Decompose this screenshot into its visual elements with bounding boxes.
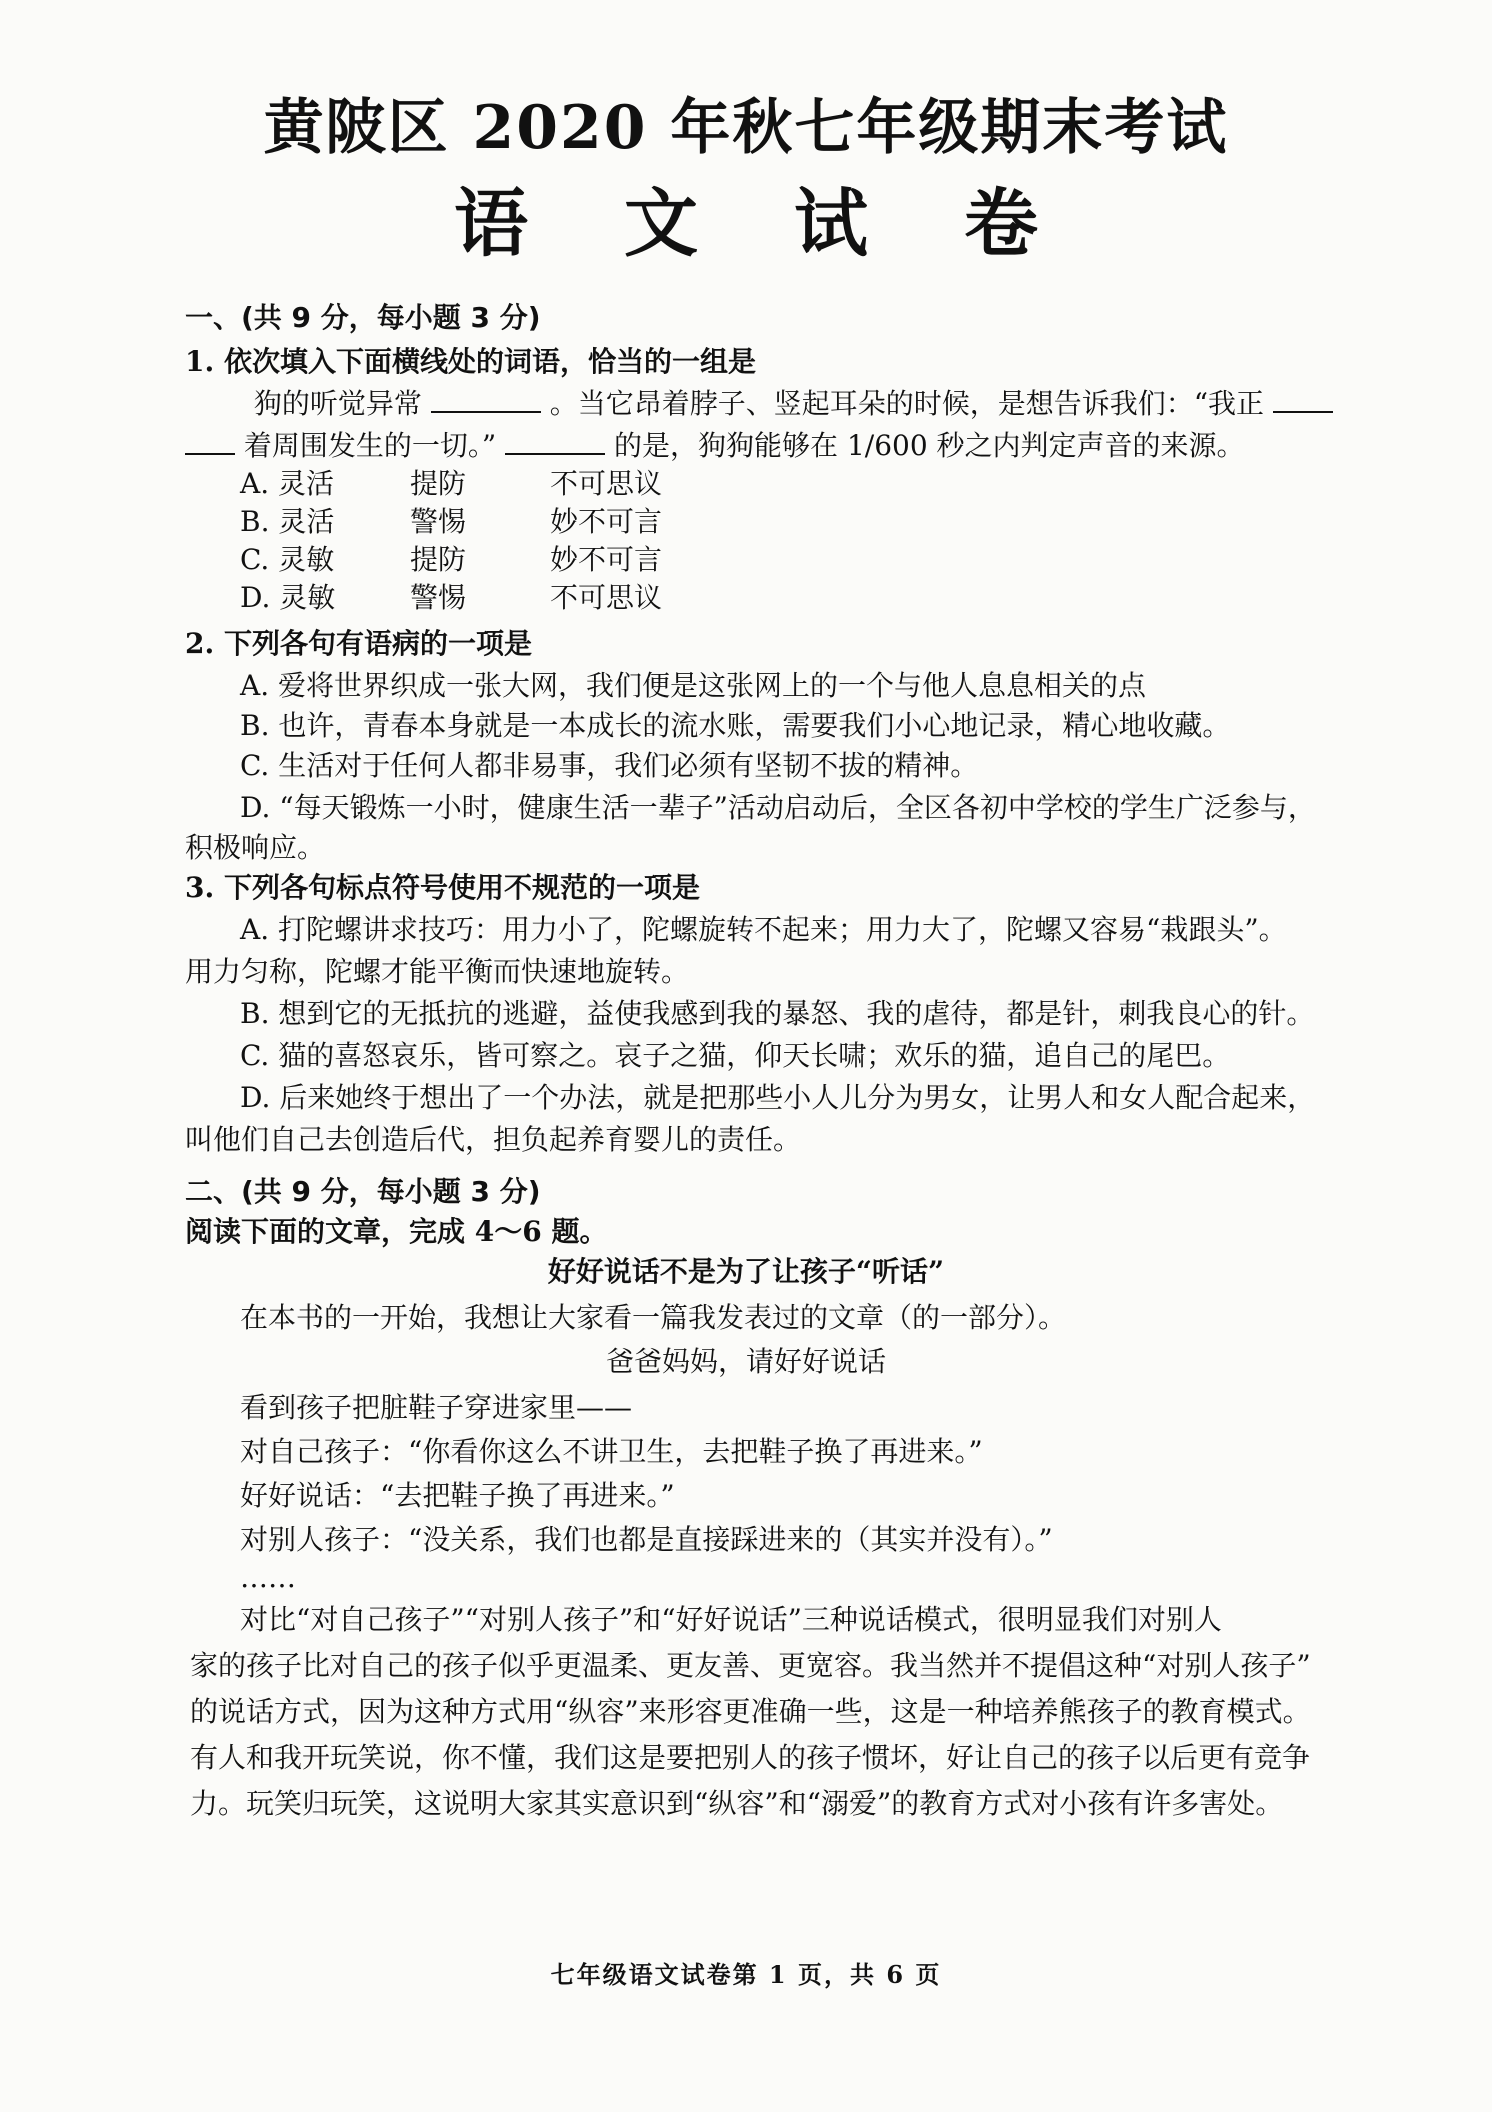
q1-text-b: 。当它昂着脖子、竖起耳朵的时候，是想告诉我们：“我正 bbox=[549, 387, 1265, 420]
article-line-2: 对自己孩子：“你看你这么不讲卫生，去把鞋子换了再进来。” bbox=[240, 1435, 983, 1468]
q3-option-b: B. 想到它的无抵抗的逃避，益使我感到我的暴怒、我的虐待，都是针，刺我良心的针。 bbox=[240, 997, 1315, 1030]
article-line-4: 对别人孩子：“没关系，我们也都是直接踩进来的（其实并没有）。” bbox=[240, 1523, 1053, 1556]
article-paragraph-line-5: 力。玩笑归玩笑，这说明大家其实意识到“纵容”和“溺爱”的教育方式对小孩有许多害处。 bbox=[190, 1787, 1284, 1820]
q3-option-a-line1: A. 打陀螺讲求技巧：用力小了，陀螺旋转不起来；用力大了，陀螺又容易“栽跟头”。 bbox=[240, 913, 1287, 946]
q2-option-d-line2: 积极响应。 bbox=[185, 831, 326, 864]
q1-stem: 1. 依次填入下面横线处的词语，恰当的一组是 bbox=[185, 345, 756, 378]
q2-option-c: C. 生活对于任何人都非易事，我们必须有坚韧不拔的精神。 bbox=[240, 749, 979, 782]
article-line-1: 看到孩子把脏鞋子穿进家里—— bbox=[240, 1391, 633, 1424]
q2-option-a: A. 爱将世界织成一张大网，我们便是这张网上的一个与他人息息相关的点 bbox=[240, 669, 1147, 702]
q3-stem: 3. 下列各句标点符号使用不规范的一项是 bbox=[185, 871, 700, 904]
q2-option-d-line1: D. “每天锻炼一小时，健康生活一辈子”活动启动后，全区各初中学校的学生广泛参与， bbox=[240, 791, 1316, 824]
q1-blank-2b bbox=[185, 429, 235, 455]
article-inner-title: 爸爸妈妈，请好好说话 bbox=[605, 1345, 886, 1378]
q1-text-line1 bbox=[185, 386, 1335, 422]
q1-blank-3 bbox=[505, 429, 605, 455]
q1-option-d: D. 灵敏 警惕 不可思议 bbox=[240, 581, 663, 614]
q3-option-c: C. 猫的喜怒哀乐，皆可察之。哀子之猫，仰天长啸；欢乐的猫，追自己的尾巴。 bbox=[240, 1039, 1231, 1072]
q1-option-c: C. 灵敏 提防 妙不可言 bbox=[240, 543, 663, 576]
article-paragraph-line-3: 的说话方式，因为这种方式用“纵容”来形容更准确一些，这是一种培养熊孩子的教育模式。 bbox=[190, 1695, 1311, 1728]
page-footer: 七年级语文试卷第 1 页，共 6 页 bbox=[550, 1960, 942, 1989]
q2-stem: 2. 下列各句有语病的一项是 bbox=[185, 627, 532, 660]
article-paragraph-line-4: 有人和我开玩笑说，你不懂，我们这是要把别人的孩子惯坏，好让自己的孩子以后更有竞争 bbox=[190, 1741, 1311, 1774]
q1-text-c: 着周围发生的一切。” bbox=[243, 429, 497, 462]
article-line-3: 好好说话：“去把鞋子换了再进来。” bbox=[240, 1479, 675, 1512]
section2-instruction: 阅读下面的文章，完成 4～6 题。 bbox=[185, 1215, 608, 1248]
q1-blank-2 bbox=[1273, 387, 1333, 413]
section2-title: 二、(共 9 分，每小题 3 分) bbox=[185, 1175, 541, 1208]
q3-option-d-line1: D. 后来她终于想出了一个办法，就是把那些小人儿分为男女，让男人和女人配合起来， bbox=[240, 1081, 1316, 1114]
article-paragraph-line-2: 家的孩子比对自己的孩子似乎更温柔、更友善、更宽容。我当然并不提倡这种“对别人孩子” bbox=[190, 1649, 1311, 1682]
q3-option-d-line2: 叫他们自己去创造后代，担负起养育婴儿的责任。 bbox=[185, 1123, 802, 1156]
q3-option-a-line2: 用力匀称，陀螺才能平衡而快速地旋转。 bbox=[185, 955, 690, 988]
section1-title: 一、(共 9 分，每小题 3 分) bbox=[185, 301, 541, 334]
article-intro: 在本书的一开始，我想让大家看一篇我发表过的文章（的一部分）。 bbox=[240, 1301, 1067, 1334]
q1-option-a: A. 灵活 提防 不可思议 bbox=[240, 467, 663, 500]
q1-text-a: 狗的听觉异常 bbox=[253, 387, 422, 420]
exam-title: 黄陂区 2020 年秋七年级期末考试 bbox=[263, 93, 1229, 163]
article-paragraph-line-1: 对比“对自己孩子”“对别人孩子”和“好好说话”三种说话模式，很明显我们对别人 bbox=[240, 1603, 1222, 1636]
q1-option-b: B. 灵活 警惕 妙不可言 bbox=[240, 505, 663, 538]
article-title: 好好说话不是为了让孩子“听话” bbox=[547, 1255, 945, 1288]
q1-blank-1 bbox=[431, 387, 541, 413]
article-line-5: …… bbox=[240, 1561, 296, 1594]
exam-subtitle: 语文试卷 bbox=[454, 181, 1134, 267]
q1-text-line2 bbox=[185, 428, 1245, 464]
q1-text-d: 的是，狗狗能够在 1/600 秒之内判定声音的来源。 bbox=[614, 429, 1245, 462]
q2-option-b: B. 也许，青春本身就是一本成长的流水账，需要我们小心地记录，精心地收藏。 bbox=[240, 709, 1231, 742]
